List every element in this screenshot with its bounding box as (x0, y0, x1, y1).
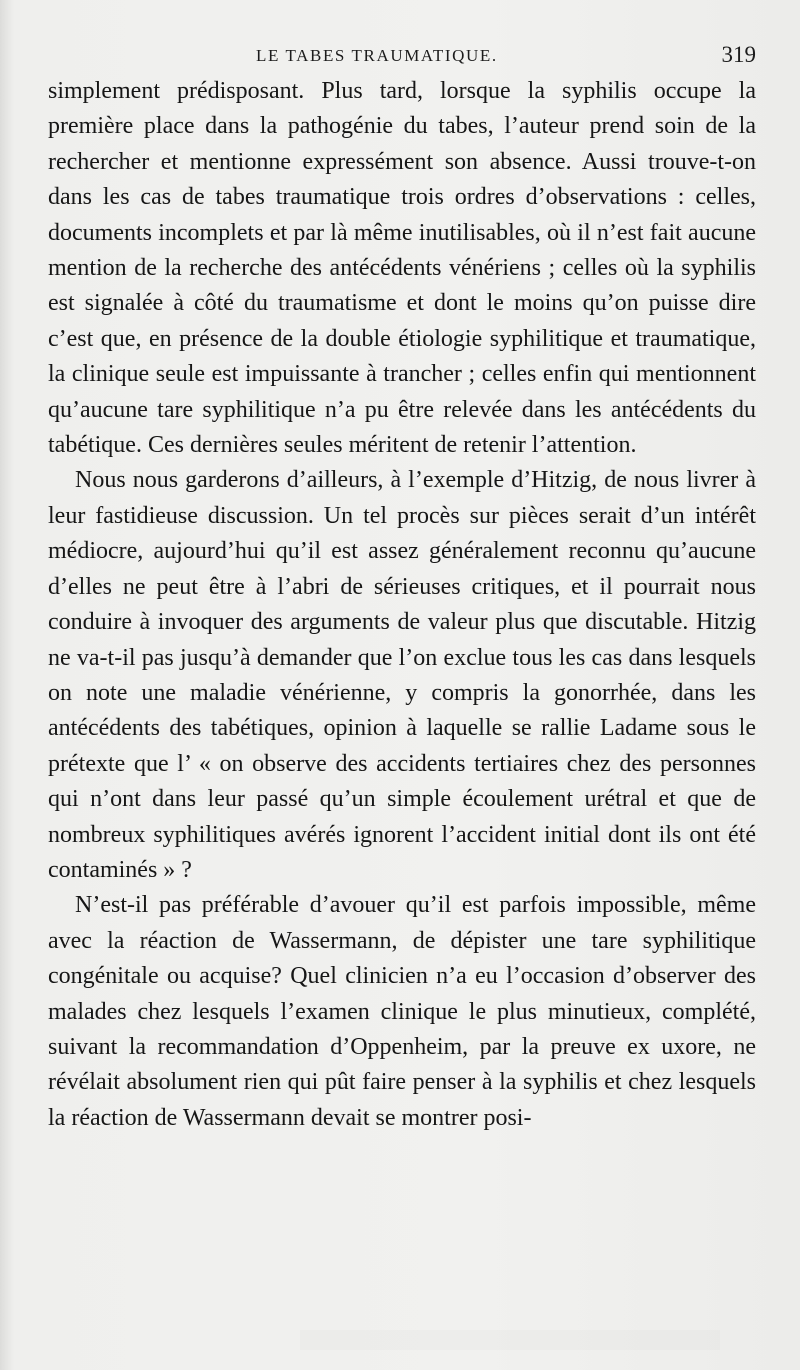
scan-smudge (300, 1330, 720, 1350)
paragraph-1: simplement prédisposant. Plus tard, lorsque la syphilis occupe la première place dans la pathogénie du tabes, l’auteur prend soin de la rechercher et mentionne expressément son absence. Aussi trouve-t-on dans les cas de tabes traumatique trois ordres d’observations : celles, documents incomplets et par là même inutilisables, où il n’est fait aucune mention de la recherche des antécédents vénériens ; celles où la syphilis est signalée à côté du traumatisme et dont le moins qu’on puisse dire c’est que, en présence de la double étiologie syphilitique et traumatique, la clinique seule est impuissante à trancher ; celles enfin qui mentionnent qu’aucune tare syphilitique n’a pu être relevée dans les antécédents du tabétique. Ces dernières seules méritent de retenir l’attention. (48, 78, 756, 459)
page-number: 319 (721, 42, 756, 67)
page-header (48, 36, 760, 72)
paragraph-2: Nous nous garderons d’ailleurs, à l’exemple d’Hitzig, de nous livrer à leur fastidieuse discussion. Un tel procès sur pièces serait d’un intérêt médiocre, aujourd’hui qu’il est assez généralement reconnu qu’aucune d’elles ne peut être à l’abri de sérieuses critiques, et il pourrait nous conduire à invoquer des arguments de valeur plus que discutable. Hitzig ne va-t-il pas jusqu’à demander que l’on exclue tous les cas dans lesquels on note une maladie vénérienne, y compris la gonorrhée, dans les antécédents des tabétiques, opinion à laquelle se rallie Ladame sous le prétexte que l’ « on observe des accidents tertiaires chez des personnes qui n’ont dans leur passé qu’un simple écoulement urétral et que de nombreux syphilitiques avérés ignorent l’accident initial dont ils ont été contaminés » ? (48, 467, 756, 883)
running-title: LE TABES TRAUMATIQUE. (256, 46, 498, 65)
paragraph-3: N’est-il pas préférable d’avouer qu’il est parfois impossible, même avec la réaction de Wassermann, de dépister une tare syphilitique congénitale ou acquise? Quel clinicien n’a eu l’occasion d’observer des malades chez lesquels l’examen clinique le plus minutieux, complété, suivant la recommandation d’Oppenheim, par la preuve ex uxore, ne révélait absolument rien qui pût faire penser à la syphilis et chez lesquels la réaction de Wassermann devait se montrer posi- (48, 892, 756, 1131)
page-body (48, 74, 756, 1136)
